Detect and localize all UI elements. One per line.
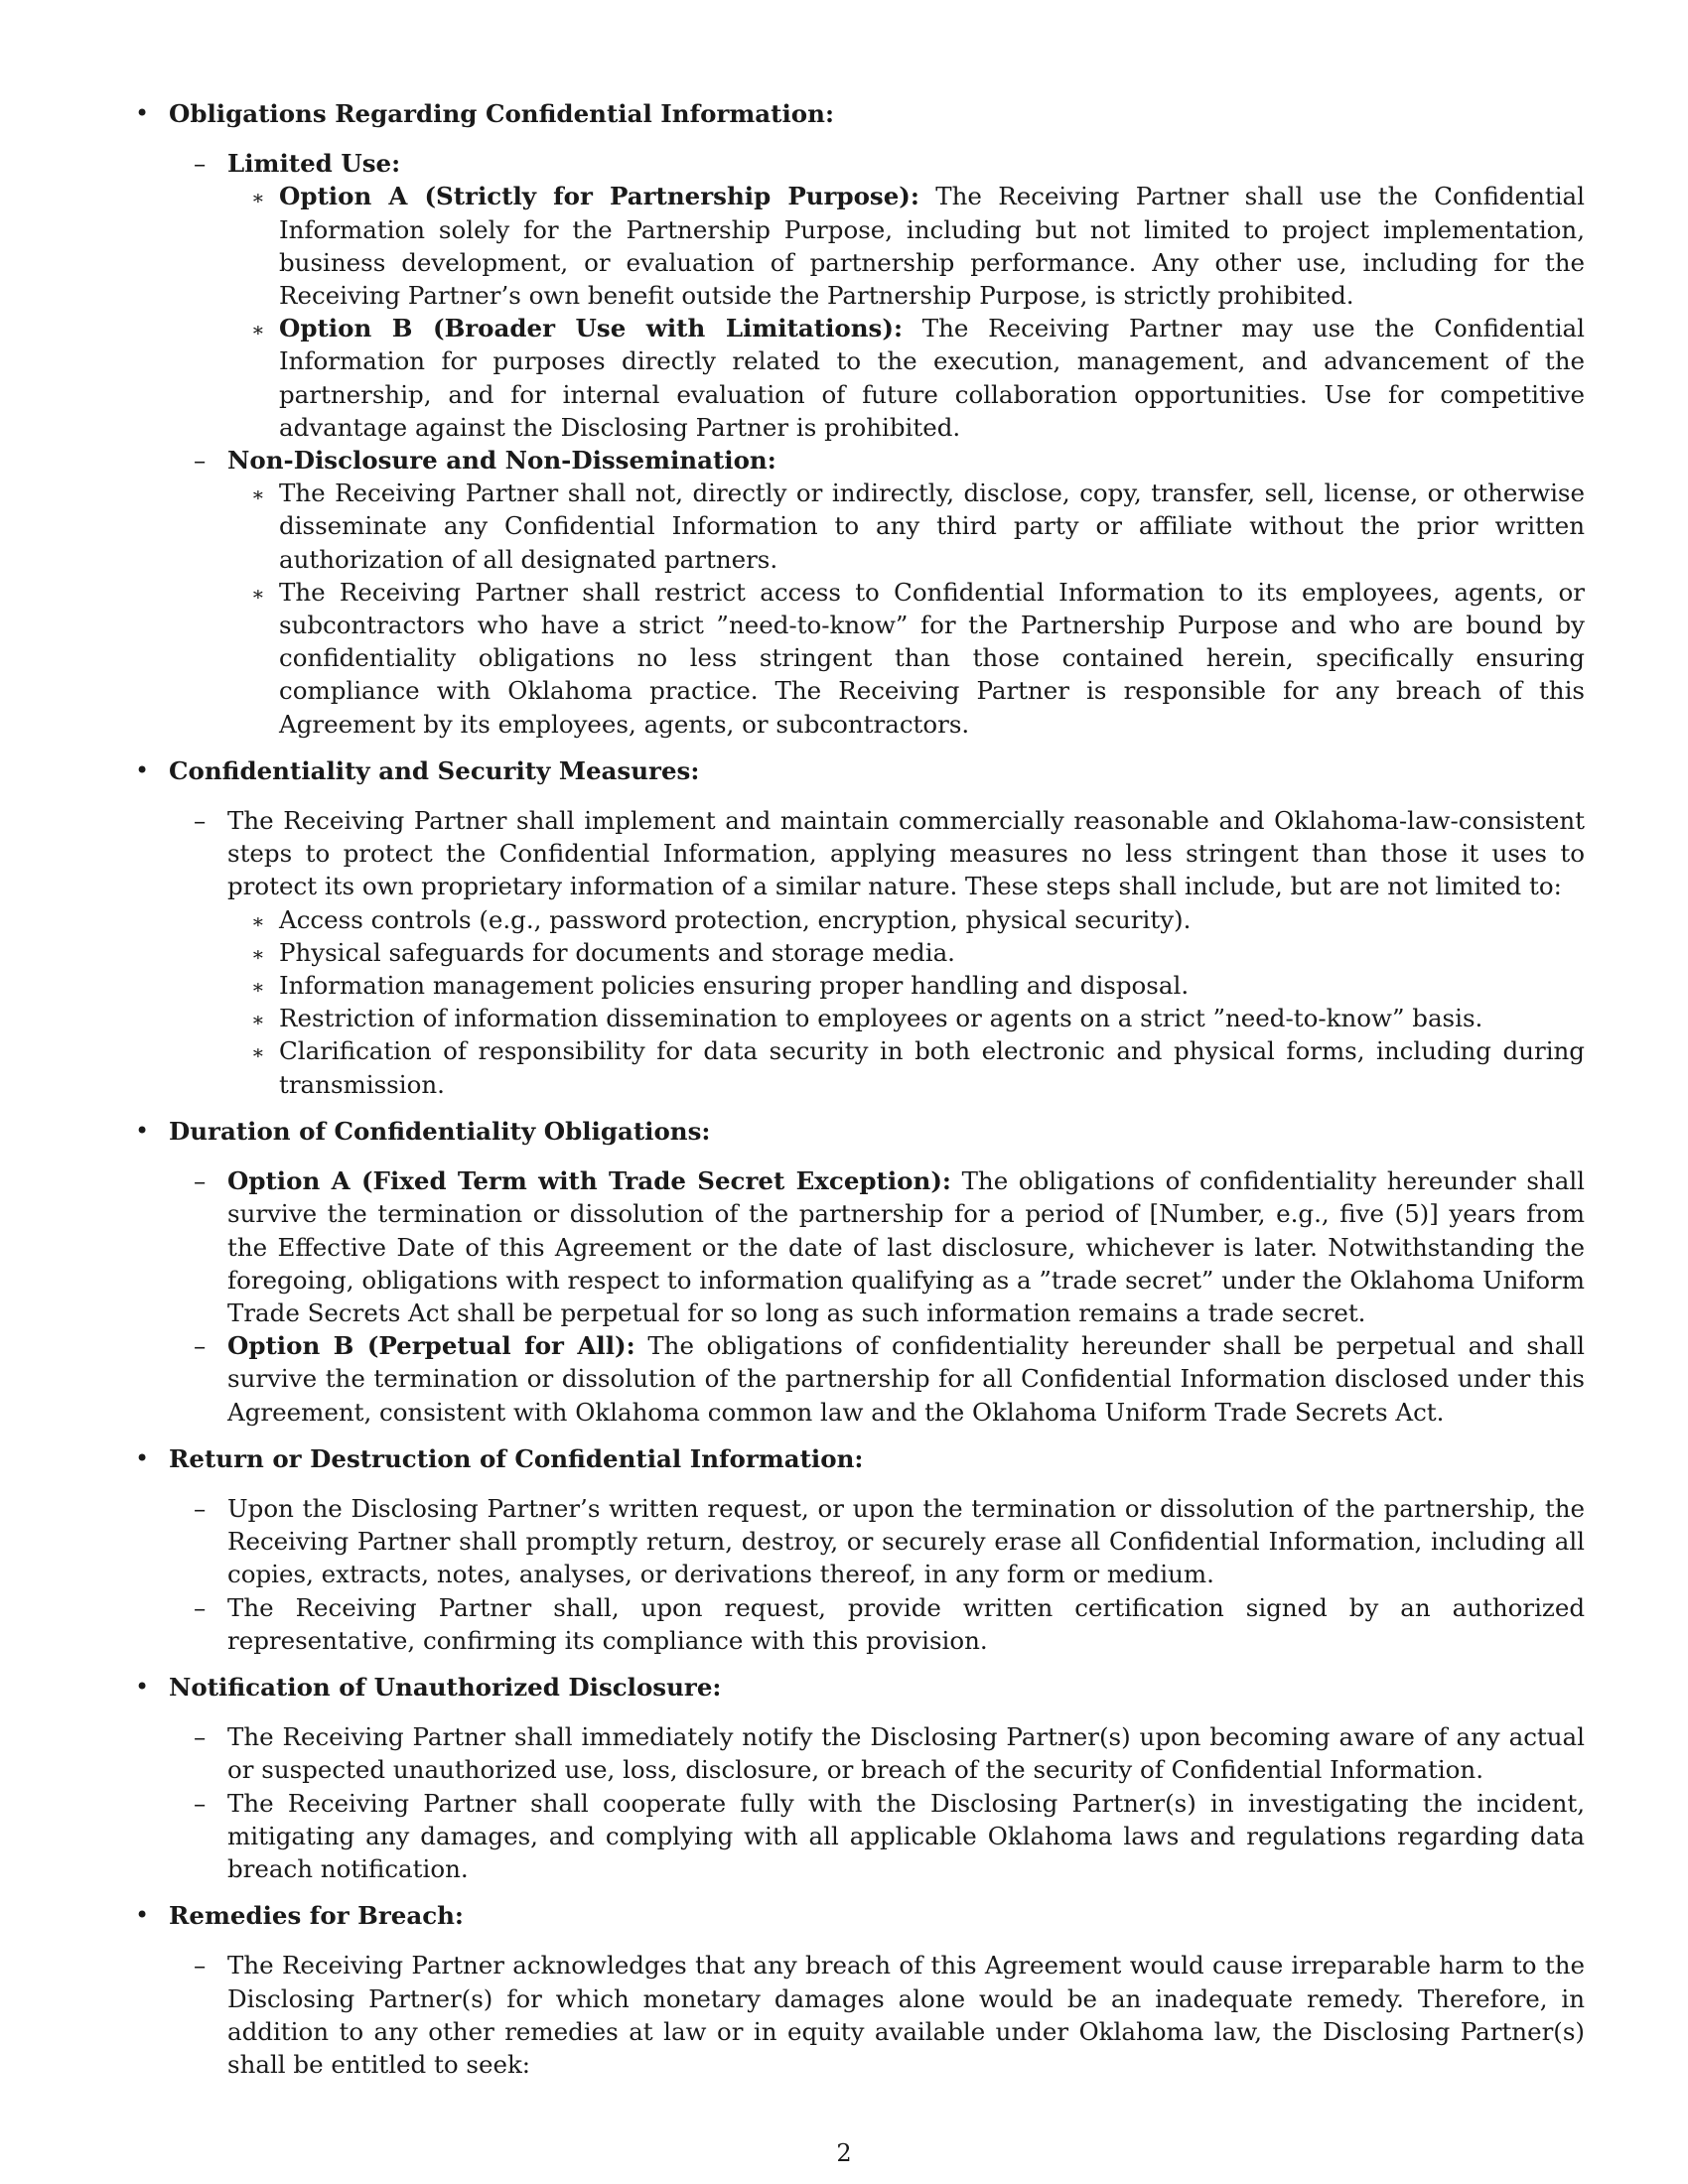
subsection-item [169, 1164, 1585, 1329]
dash-icon: – [194, 1331, 207, 1361]
item-label: Non-Disclosure and Non-Dissemination: [227, 446, 776, 476]
detail-body [279, 903, 1585, 936]
subsection-body [227, 1720, 1585, 1786]
subsection-item [169, 444, 1585, 741]
section-item [135, 1671, 1585, 1885]
subsection-body [227, 804, 1585, 903]
subsection-body [227, 1949, 1585, 2081]
item-text: The Receiving Partner shall implement and maintain commercially reasonable and Oklahoma-law-consistent steps to protect the Confidential Information, applying measures no less stringent than those it uses to protect its own proprietary information of a similar nature. These steps shall include, but are not limited to: [227, 806, 1585, 901]
item-text: The Receiving Partner acknowledges that any breach of this Agreement would cause irreparable harm to the Disclosing Partner(s) for which monetary damages alone would be an inadequate remedy. Therefore, in addition to any other remedies at law or in equity available under Oklahoma law, the Disclosing Partner(s) shall be entitled to seek: [227, 1951, 1585, 2079]
detail-body [279, 1034, 1585, 1100]
page-number: 2 [836, 2139, 852, 2167]
section-title: Obligations Regarding Confidential Information: [169, 99, 834, 128]
subsection-item [169, 1720, 1585, 1786]
bullet-icon: • [135, 1116, 150, 1145]
subsection-list [169, 1492, 1585, 1657]
detail-list [227, 903, 1585, 1101]
detail-item [251, 1002, 1585, 1034]
dash-icon: – [194, 1788, 207, 1818]
detail-body [279, 936, 1585, 969]
item-text: The Receiving Partner shall restrict access to Confidential Information to its employees, agents, or subcontractors who have a strict ”need-to-know” for the Partnership Purpose and who are bound by confidentiality obligations no less stringent than those contained herein, specifically ensuring compliance with Oklahoma practice. The Receiving Partner is responsible for any breach of this Agreement by its employees, agents, or subcontractors. [279, 577, 1585, 739]
detail-item [251, 576, 1585, 741]
detail-body [279, 1002, 1585, 1034]
section-item [135, 97, 1585, 741]
subsection-list [169, 147, 1585, 741]
asterisk-icon: ∗ [251, 581, 265, 606]
item-label: Option B (Broader Use with Limitations): [279, 314, 903, 343]
detail-item [251, 969, 1585, 1002]
dash-icon: – [194, 1166, 207, 1196]
subsection-list [169, 804, 1585, 1101]
item-text: The Receiving Partner shall immediately notify the Disclosing Partner(s) upon becoming aware of any actual or suspected unauthorized use, loss, disclosure, or breach of the security of Confidential Information. [227, 1722, 1585, 1785]
detail-list [227, 477, 1585, 741]
item-text: Upon the Disclosing Partner’s written request, or upon the termination or dissolution of the partnership, the Receiving Partner shall promptly return, destroy, or securely erase all Confidential Information, including all copies, extracts, notes, analyses, or derivations thereof, in any form or medium. [227, 1493, 1585, 1589]
asterisk-icon: ∗ [251, 908, 265, 933]
subsection-item [169, 1492, 1585, 1591]
item-text: The obligations of confidentiality hereunder shall survive the termination or dissolution of the partnership for a period of [Number, e.g., five (5)] years from the Effective Date of this Agreement or the date of last disclosure, whichever is later. Notwithstanding the foregoing, obligations with respect to information qualifying as a ”trade secret” under the Oklahoma Uniform Trade Secrets Act shall be perpetual for so long as such information remains a trade secret. [227, 1166, 1585, 1327]
subsection-item [169, 1787, 1585, 1886]
asterisk-icon: ∗ [251, 941, 265, 966]
dash-icon: – [194, 1592, 207, 1622]
dash-icon: – [194, 1951, 207, 1980]
detail-body [279, 969, 1585, 1002]
asterisk-icon: ∗ [251, 186, 265, 210]
subsection-item [169, 1949, 1585, 2081]
subsection-body [227, 1164, 1585, 1329]
section-item [135, 1442, 1585, 1657]
subsection-list [169, 1720, 1585, 1885]
detail-item [251, 936, 1585, 969]
section-title: Notification of Unauthorized Disclosure: [169, 1672, 722, 1702]
asterisk-icon: ∗ [251, 975, 265, 1000]
section-item [135, 1115, 1585, 1429]
item-text: The Receiving Partner shall, upon request, provide written certification signed by an authorized representative, confirming its compliance with this provision. [227, 1592, 1585, 1655]
subsection-list [169, 1164, 1585, 1429]
item-text: The Receiving Partner shall use the Confidential Information solely for the Partnership Purpose, including but not limited to project implementation, business development, or evaluation of partnership performance. Any other use, including for the Receiving Partner’s own benefit outside the Partnership Purpose, is strictly prohibited. [279, 182, 1586, 311]
subsection-body [227, 1492, 1585, 1591]
detail-item [251, 477, 1585, 576]
subsection-body [227, 147, 1585, 180]
item-text: Clarification of responsibility for data security in both electronic and physical forms, including during transmission. [279, 1036, 1585, 1099]
section-title: Return or Destruction of Confidential Information: [169, 1443, 864, 1473]
detail-body [279, 312, 1585, 444]
item-label: Option A (Fixed Term with Trade Secret Exception): [227, 1166, 951, 1196]
item-text: The obligations of confidentiality hereunder shall be perpetual and shall survive the termination or dissolution of the partnership for all Confidential Information disclosed under this Agreement, consistent with Oklahoma common law and the Oklahoma Uniform Trade Secrets Act. [227, 1331, 1585, 1427]
item-label: Option B (Perpetual for All): [227, 1331, 635, 1361]
dash-icon: – [194, 806, 207, 836]
detail-body [279, 576, 1585, 741]
subsection-item [169, 147, 1585, 444]
subsection-list [169, 1949, 1585, 2081]
item-text: The Receiving Partner shall not, directly or indirectly, disclose, copy, transfer, sell, license, or otherwise disseminate any Confidential Information to any third party or affiliate without the prior written authorization of all designated partners. [279, 478, 1585, 574]
bullet-icon: • [135, 1443, 150, 1472]
item-text: The Receiving Partner may use the Confidential Information for purposes directly related to the execution, management, and advancement of the partnership, and for internal evaluation of future collaboration opportunities. Use for competitive advantage against the Disclosing Partner is prohibited. [279, 314, 1585, 442]
subsection-item [169, 1329, 1585, 1429]
asterisk-icon: ∗ [251, 1040, 265, 1065]
subsection-body [227, 1329, 1585, 1429]
section-list [135, 97, 1585, 2081]
item-text: Restriction of information dissemination to employees or agents on a strict ”need-to-know” basis. [279, 1004, 1483, 1033]
item-text: Access controls (e.g., password protection, encryption, physical security). [279, 904, 1192, 934]
subsection-item [169, 804, 1585, 1101]
dash-icon: – [194, 1722, 207, 1752]
detail-item [251, 312, 1585, 444]
item-label: Option A (Strictly for Partnership Purpose): [279, 182, 919, 211]
bullet-icon: • [135, 755, 150, 784]
section-item [135, 1899, 1585, 2081]
section-title: Duration of Confidentiality Obligations: [169, 1116, 711, 1146]
subsection-item [169, 1591, 1585, 1657]
section-item [135, 754, 1585, 1101]
item-label: Limited Use: [227, 149, 401, 179]
document-page [135, 97, 1585, 2095]
detail-item [251, 180, 1585, 312]
dash-icon: – [194, 1493, 207, 1523]
asterisk-icon: ∗ [251, 318, 265, 342]
dash-icon: – [194, 446, 207, 476]
detail-list [227, 180, 1585, 444]
item-text: Information management policies ensuring proper handling and disposal. [279, 971, 1190, 1001]
subsection-body [227, 1591, 1585, 1657]
bullet-icon: • [135, 99, 150, 127]
dash-icon: – [194, 149, 207, 179]
detail-item [251, 1034, 1585, 1100]
asterisk-icon: ∗ [251, 1008, 265, 1032]
section-title: Remedies for Breach: [169, 1901, 464, 1931]
bullet-icon: • [135, 1901, 150, 1930]
section-title: Confidentiality and Security Measures: [169, 755, 700, 785]
detail-body [279, 180, 1585, 312]
item-text: Physical safeguards for documents and storage media. [279, 937, 955, 967]
subsection-body [227, 1787, 1585, 1886]
subsection-body [227, 444, 1585, 477]
asterisk-icon: ∗ [251, 482, 265, 507]
item-text: The Receiving Partner shall cooperate fully with the Disclosing Partner(s) in investigating the incident, mitigating any damages, and complying with all applicable Oklahoma laws and regulations regarding data breach notification. [227, 1788, 1585, 1883]
detail-body [279, 477, 1585, 576]
detail-item [251, 903, 1585, 936]
bullet-icon: • [135, 1672, 150, 1701]
